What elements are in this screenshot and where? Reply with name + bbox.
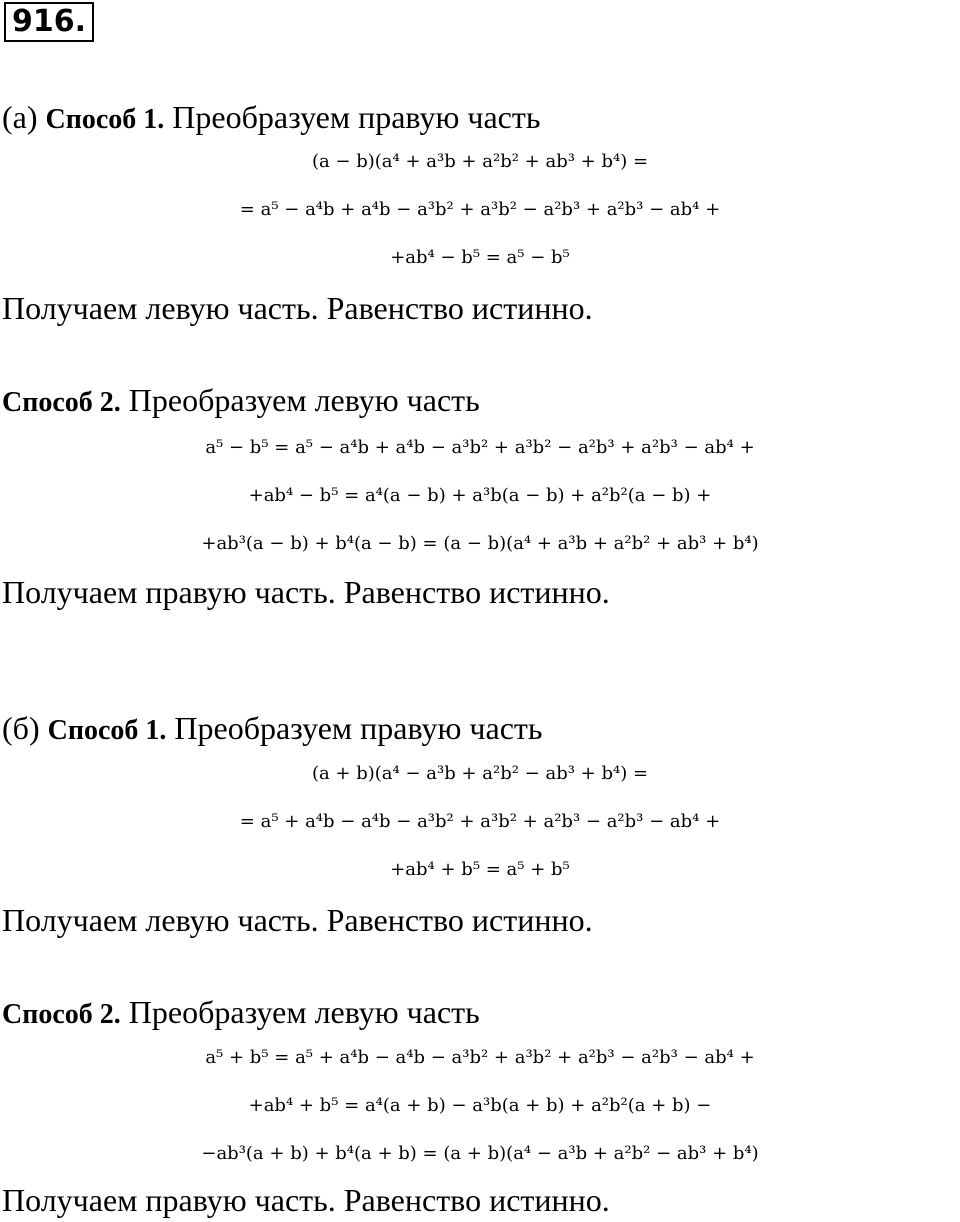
math-line: = a⁵ + a⁴b − a⁴b − a³b² + a³b² + a²b³ − a²b³ − ab⁴ + <box>239 811 721 832</box>
conclusion: Получаем правую часть. Равенство истинно. <box>2 1182 610 1218</box>
math-line: +ab⁴ + b⁵ = a⁵ + b⁵ <box>390 859 570 880</box>
part-a-label: (а) <box>2 99 38 135</box>
math-line: −ab³(a + b) + b⁴(a + b) = (a + b)(a⁴ − a³b + a²b² − ab³ + b⁴) <box>201 1143 759 1164</box>
math-line: a⁵ − b⁵ = a⁵ − a⁴b + a⁴b − a³b² + a³b² − a²b³ + a²b³ − ab⁴ + <box>205 437 755 458</box>
part-a-method2-heading <box>0 378 960 422</box>
method-title: Способ 2. <box>2 387 121 418</box>
math-line: +ab⁴ + b⁵ = a⁴(a + b) − a³b(a + b) + a²b²(a + b) − <box>248 1095 712 1116</box>
method-title: Способ 1. <box>47 715 167 746</box>
part-a-method1-heading <box>0 95 960 139</box>
math-line: (a + b)(a⁴ − a³b + a²b² − ab³ + b⁴) = <box>311 763 649 784</box>
conclusion: Получаем правую часть. Равенство истинно. <box>2 574 610 610</box>
math-line: +ab⁴ − b⁵ = a⁴(a − b) + a³b(a − b) + a²b²(a − b) + <box>248 485 712 506</box>
method-intro: Преобразуем правую часть <box>174 710 543 746</box>
part-b-label: (б) <box>2 710 40 746</box>
part-b-method2-heading <box>0 990 960 1034</box>
part-b-method1-heading <box>0 706 960 750</box>
method-intro: Преобразуем левую часть <box>128 994 480 1030</box>
math-line: +ab³(a − b) + b⁴(a − b) = (a − b)(a⁴ + a³b + a²b² + ab³ + b⁴) <box>201 533 759 554</box>
math-line: (a − b)(a⁴ + a³b + a²b² + ab³ + b⁴) = <box>311 151 649 172</box>
math-line: a⁵ + b⁵ = a⁵ + a⁴b − a⁴b − a³b² + a³b² + a²b³ − a²b³ − ab⁴ + <box>205 1047 755 1068</box>
method-title: Способ 1. <box>45 104 165 135</box>
method-title: Способ 2. <box>2 999 121 1030</box>
conclusion: Получаем левую часть. Равенство истинно. <box>2 290 593 326</box>
problem-number: 916. <box>4 2 94 42</box>
method-intro: Преобразуем левую часть <box>128 382 480 418</box>
math-line: = a⁵ − a⁴b + a⁴b − a³b² + a³b² − a²b³ + a²b³ − ab⁴ + <box>239 199 721 220</box>
conclusion: Получаем левую часть. Равенство истинно. <box>2 902 593 938</box>
math-line: +ab⁴ − b⁵ = a⁵ − b⁵ <box>390 247 570 268</box>
method-intro: Преобразуем правую часть <box>172 99 541 135</box>
